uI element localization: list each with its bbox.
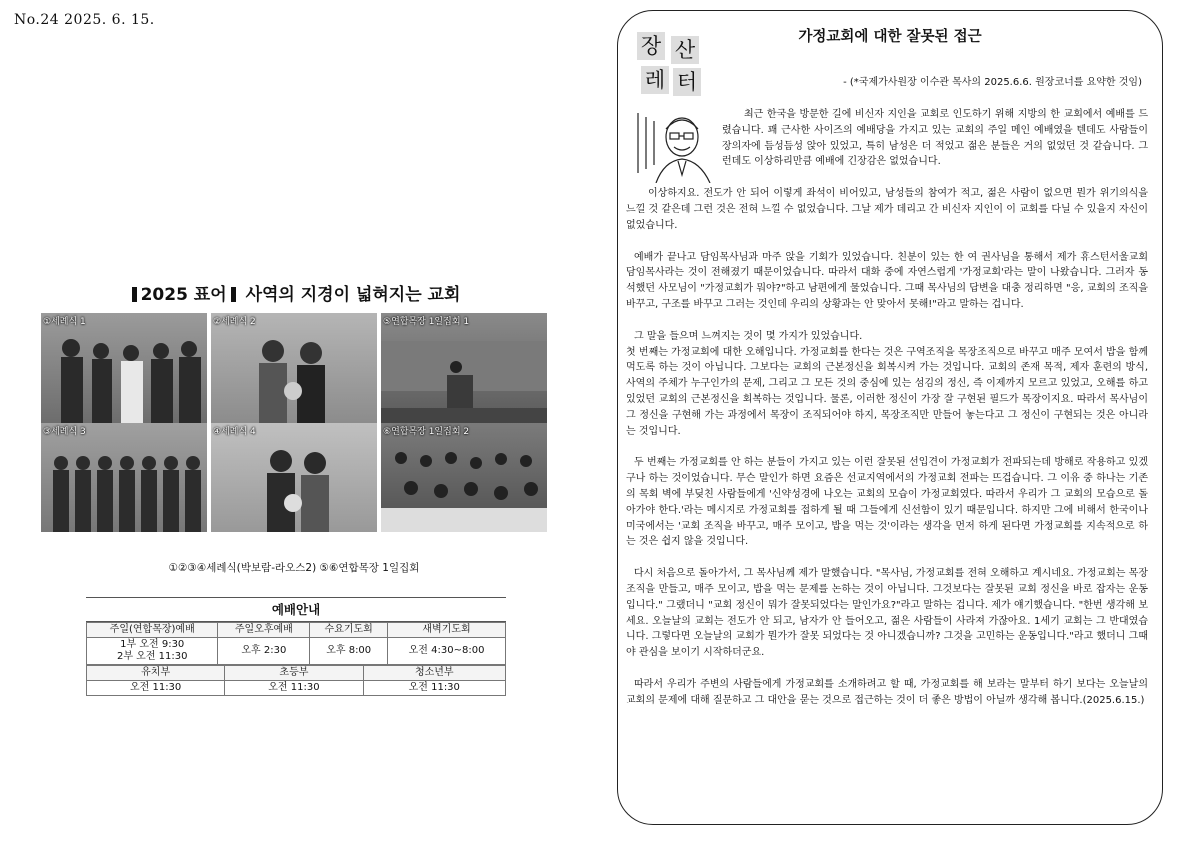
people-silhouette-icon bbox=[41, 313, 207, 423]
letter-paragraph: 예배가 끝나고 담임목사님과 마주 앉을 기회가 있었습니다. 친분이 있는 한 여 권사님을 통해서 제가 휴스턴서울교회 담임목사라는 것이 전해졌기 때문이었습니다. 따라서 대화 중에 자연스럽게 '가정교회'라는 말이 나왔습니다. 그러자 동석했던 사모님이 "가정교회가 뭐야?"하고 남편에게 물었습니다. 그때 목사님의 답변을 대충 정리하면 "응, 교회의 조직을 바꾸고, 구조를 바꾸고 그러는 것인데 우리의 상황과는 안 맞아서 못해!"라고 말하는 겁니다. bbox=[626, 251, 1148, 310]
letter-paragraph: 최근 한국을 방문한 길에 비신자 지인을 교회로 인도하기 위해 지방의 한 교회에서 예배를 드렸습니다. 꽤 근사한 사이즈의 예배당을 가지고 있는 교회의 주일 메인 예배였을 텐데도 사람들이 장의자에 듬성듬성 앉아 있었고, 특히 남성은 더 적었고 젊은 분들은 거의 없었던 것 같습니다. 그런데도 이상하리만큼 예배에 긴장감은 없었습니다. bbox=[722, 109, 1148, 168]
photo-baptism-4 bbox=[211, 423, 377, 532]
letter-paragraph: 다시 처음으로 돌아가서, 그 목사님께 제가 말했습니다. "목사님, 가정교회를 전혀 오해하고 계시네요. 가정교회는 목장조직을 만들고, 매주 모이고, 밥을 먹는 문제를 논하는 것이 아닙니다. 그것보다는 잘못된 교회 정신을 바로 잡자는 운동입니다." 그랬더니 "교회 정신이 뭐가 잘못되었다는 말인가요?"라고 말하는 겁니다. 제가 얘기했습니다. "한번 생각해 보세요. 오늘날의 교회는 전도가 안 되고, 남자가 안 들어오고, 젊은 사람들이 사라져 가잖아요. 1세기 교회는 그 반대였습니다. 그렇다면 오늘날의 교회가 뭔가가 잘못 되었다는 것 아니겠습니까? 그것을 고민하는 운동입니다."라고 했더니 그때야 관심을 보이기 시작하더군요. bbox=[626, 568, 1148, 659]
table-row bbox=[87, 681, 506, 696]
stamp-char: 터 bbox=[673, 68, 701, 96]
motto-text: 사역의 지경이 넓혀지는 교회 bbox=[245, 285, 461, 305]
table-row bbox=[87, 623, 506, 638]
square-bullet-icon bbox=[132, 287, 137, 302]
photo-baptism-1 bbox=[41, 313, 207, 423]
photo-label: ⑥연합목장 1일집회 2 bbox=[383, 427, 470, 437]
people-silhouette-icon bbox=[211, 423, 377, 532]
letter-paragraph: 따라서 우리가 주변의 사람들에게 가정교회를 소개하려고 할 때, 가정교회를 해 보라는 말부터 하기 보다는 오늘날의 교회의 문제에 대해 질문하고 그 대안을 묻는 것으로 접근하는 것이 더 좋은 방법이 아닐까 생각해 봅니다.(2025.6.15.) bbox=[626, 678, 1148, 706]
podium-icon bbox=[381, 313, 547, 423]
stamp-char: 레 bbox=[641, 66, 669, 94]
crowd-icon bbox=[381, 423, 547, 532]
table-cell: 오전 4:30~8:00 bbox=[388, 638, 506, 665]
photo-label: ⑤연합목장 1일집회 1 bbox=[383, 317, 470, 327]
letter-paragraph: 그 말을 들으며 느껴지는 것이 몇 가지가 있었습니다. 첫 번째는 가정교회에 대한 오해입니다. 가정교회를 한다는 것은 구역조직을 목장조직으로 바꾸고 매주 모여서 밥을 함께 먹도록 하는 것이 아닙니다. 그보다는 교회의 근본정신을 회복시켜 가는 것입니다. 교회의 존재 목적, 제자 훈련의 방식, 사역의 주체가 누구인가의 문제, 그리고 그 모든 것의 중심에 있는 섬김의 정신, 즉 이제까지 모르고 있었고, 오해를 하고 있었던 교회의 근본정신을 회복하는 것입니다. 물론, 이러한 정신이 가장 잘 구현된 필드가 목장이지요. 따라서 목사님이 그 정신을 구현해 가는 과정에서 목장이 조직되어야 하지, 목장조직만 만들어 놓는다고 그 정신이 구현되는 것은 아니라는 것입니다. bbox=[626, 330, 1148, 437]
table-header: 초등부 bbox=[225, 666, 363, 681]
letter-byline: - (*국제가사원장 이수관 목사의 2025.6.6. 원장코너를 요약한 것임) bbox=[843, 77, 1142, 88]
table-row bbox=[87, 666, 506, 681]
letter-stamp bbox=[637, 32, 701, 98]
photo-gathering-2 bbox=[381, 423, 547, 532]
photo-gathering-1 bbox=[381, 313, 547, 423]
photo-label: ②세례식 2 bbox=[213, 317, 256, 327]
worship-title: 예배안내 bbox=[86, 597, 506, 622]
letter-title: 가정교회에 대한 잘못된 접근 bbox=[798, 29, 982, 45]
table-cell: 오후 2:30 bbox=[218, 638, 310, 665]
letter-body bbox=[626, 107, 1148, 725]
photo-baptism-3 bbox=[41, 423, 207, 532]
worship-table-dept bbox=[86, 665, 506, 696]
photo-label: ①세례식 1 bbox=[43, 317, 86, 327]
people-silhouette-icon bbox=[211, 313, 377, 423]
table-cell: 오전 11:30 bbox=[363, 681, 505, 696]
letter-paragraph: 이상하지요. 전도가 안 되어 이렇게 좌석이 비어있고, 남성들의 참여가 적고, 젊은 사람이 없으면 뭔가 위기의식을 느낄 것 같은데 그런 것은 전혀 느낄 수 없었습니다. 그날 제가 데리고 간 비신자 지인이 이 교회를 다닐 수 있을지 자신이 없었습니다. bbox=[626, 188, 1148, 231]
table-header: 수요기도회 bbox=[310, 623, 388, 638]
table-header: 새벽기도회 bbox=[388, 623, 506, 638]
photo-label: ④세례식 4 bbox=[213, 427, 256, 437]
stamp-char: 산 bbox=[671, 36, 699, 64]
table-cell: 오전 11:30 bbox=[87, 681, 225, 696]
photo-grid bbox=[41, 313, 547, 532]
table-header: 청소년부 bbox=[363, 666, 505, 681]
worship-guide bbox=[86, 597, 506, 696]
issue-header: No.24 2025. 6. 15. bbox=[14, 12, 155, 28]
table-cell: 오전 11:30 bbox=[225, 681, 363, 696]
motto-label: 2025 표어 bbox=[140, 285, 227, 305]
letter-panel bbox=[617, 10, 1163, 825]
table-header: 유치부 bbox=[87, 666, 225, 681]
table-header: 주일오후예배 bbox=[218, 623, 310, 638]
table-cell: 오후 8:00 bbox=[310, 638, 388, 665]
photo-caption: ①②③④세례식(박보람-라오스2) ⑤⑥연합목장 1일집회 bbox=[168, 562, 420, 574]
letter-paragraph: 두 번째는 가정교회를 안 하는 분들이 가지고 있는 이런 잘못된 선입견이 가정교회가 전파되는데 방해로 작용하고 있겠구나 하는 것이었습니다. 무슨 말인가 하면 요즘은 선교지역에서의 가정교회 전파는 뜨겁습니다. 그 이유 중 하나는 기존의 목회 벽에 부딪친 사람들에게 '신약성경에 나오는 교회의 모습이 가정교회였다. 따라서 우리가 그 교회의 모습으로 돌아가야 한다.'라는 메시지로 가정교회를 접하게 될 때 그들에게 신선함이 있기 때문입니다. 하지만 그에 비해서 한국이나 미국에서는 '교회 조직을 바꾸고, 매주 모이고, 밥을 먹는 것'이라는 생각을 먼저 하게 된다면 가정교회를 지속적으로 하는 것은 쉽지 않을 것입니다. bbox=[626, 457, 1148, 548]
photo-label: ③세례식 3 bbox=[43, 427, 86, 437]
worship-table bbox=[86, 622, 506, 665]
people-silhouette-icon bbox=[41, 423, 207, 532]
square-bullet-icon bbox=[231, 287, 236, 302]
stamp-char: 장 bbox=[637, 32, 665, 60]
table-row bbox=[87, 638, 506, 665]
section-title bbox=[40, 280, 548, 305]
photo-baptism-2 bbox=[211, 313, 377, 423]
table-header: 주일(연합목장)예배 bbox=[87, 623, 218, 638]
table-cell: 1부 오전 9:30 2부 오전 11:30 bbox=[87, 638, 218, 665]
